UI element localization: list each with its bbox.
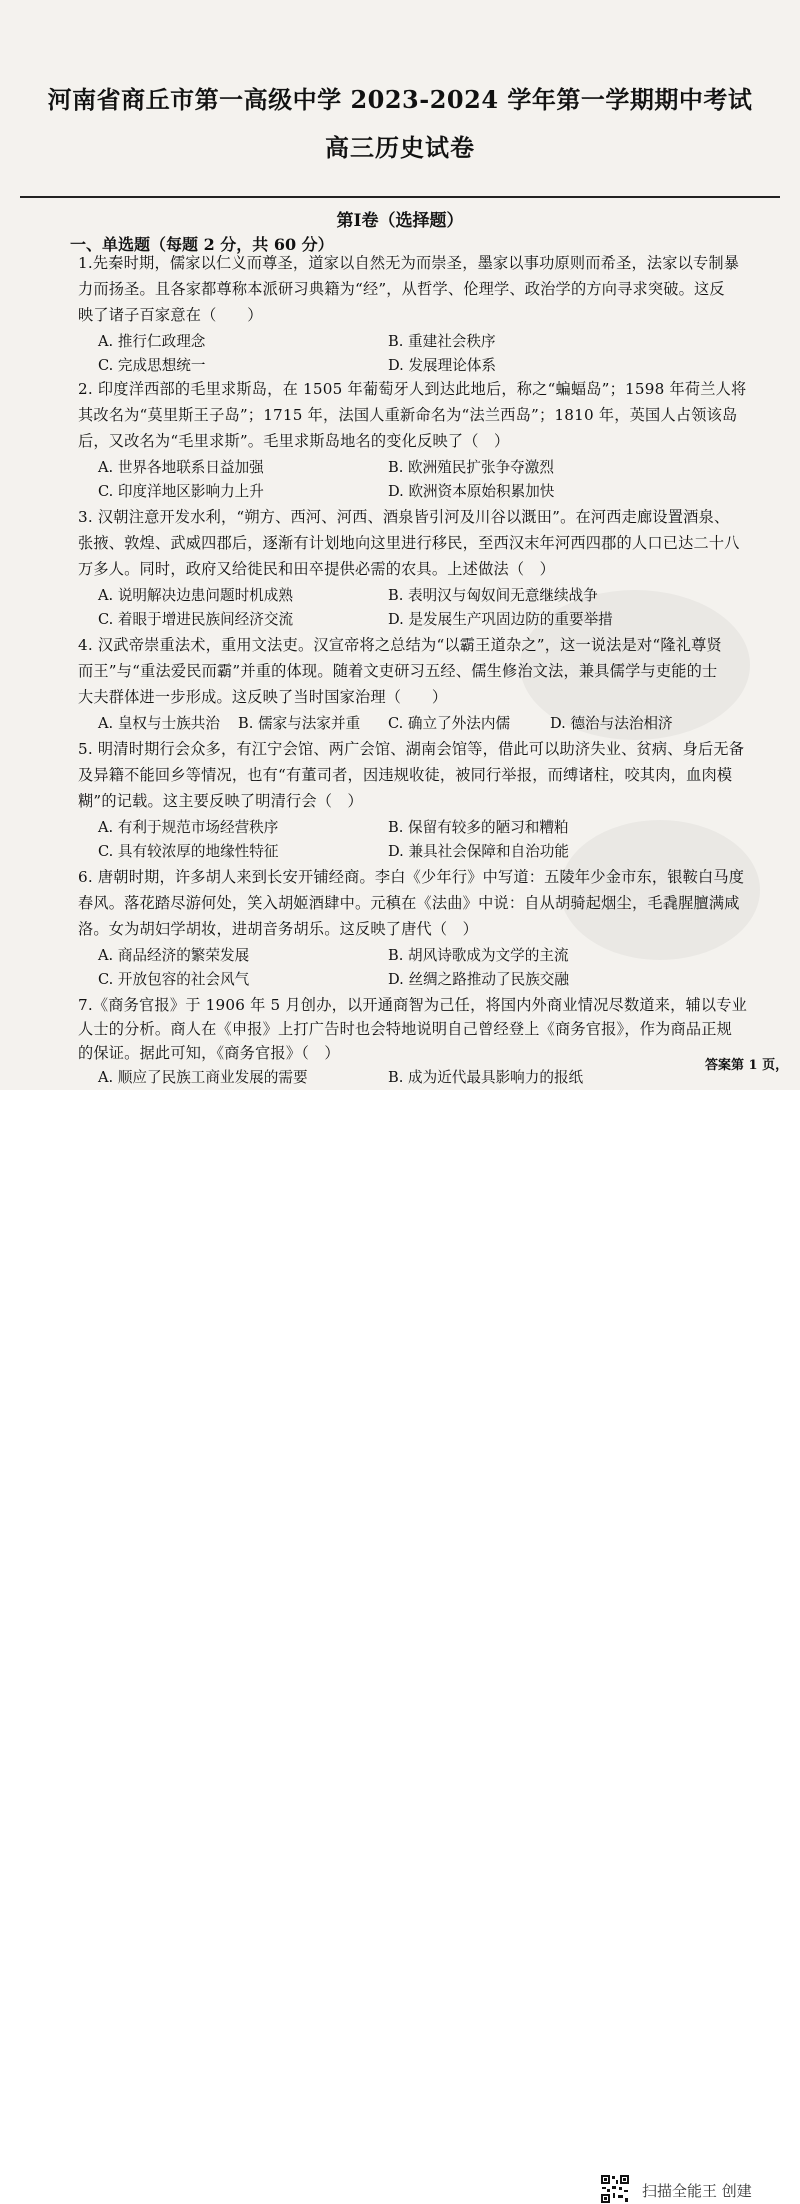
question-4-option-c: C. 确立了外法内儒: [388, 715, 511, 732]
question-3-option-c: C. 着眼于增进民族间经济交流: [98, 611, 294, 628]
question-5-line: 5. 明清时期行会众多，有江宁会馆、两广会馆、湖南会馆等，借此可以助济失业、贫病、身后无备: [78, 740, 745, 758]
question-6-option-a: A. 商品经济的繁荣发展: [98, 947, 250, 964]
exam-subtitle: 高三历史试卷: [325, 133, 475, 162]
question-6-option-d: D. 丝绸之路推动了民族交融: [388, 971, 569, 988]
question-6-line: 洛。女为胡妇学胡妆，进胡音务胡乐。这反映了唐代（ ）: [78, 920, 479, 938]
question-1-line: 力而扬圣。且各家都尊称本派研习典籍为“经”，从哲学、伦理学、政治学的方向寻求突破。这反: [78, 280, 725, 298]
question-7-line: 的保证。据此可知，《商务官报》（ ）: [78, 1044, 340, 1062]
scan-smudge: [560, 820, 760, 960]
question-6-option-b: B. 胡风诗歌成为文学的主流: [388, 947, 569, 964]
qr-code-icon: [600, 2174, 630, 2204]
question-7-option-b: B. 成为近代最具影响力的报纸: [388, 1069, 584, 1086]
question-3-option-b: B. 表明汉与匈奴间无意继续战争: [388, 587, 598, 604]
question-2-option-b: B. 欧洲殖民扩张争夺激烈: [388, 459, 554, 476]
question-2-line: 其改名为“莫里斯王子岛”；1715 年，法国人重新命名为“法兰西岛”；1810 年，英国人占领该岛: [78, 406, 738, 424]
question-6-line: 春风。落花踏尽游何处，笑入胡姬酒肆中。元稹在《法曲》中说：自从胡骑起烟尘，毛毳腥膻满咸: [78, 894, 740, 912]
question-1-option-d: D. 发展理论体系: [388, 357, 497, 374]
page-number-tag: 答案第 1 页，: [705, 1058, 789, 1073]
question-2-option-a: A. 世界各地联系日益加强: [98, 459, 264, 476]
question-4-option-a: A. 皇权与士族共治: [98, 715, 220, 732]
question-3-line: 万多人。同时，政府又给徙民和田卒提供必需的农具。上述做法（ ）: [78, 560, 556, 578]
question-5-option-b: B. 保留有较多的陋习和糟粕: [388, 819, 569, 836]
question-3-option-d: D. 是发展生产巩固边防的重要举措: [388, 611, 613, 628]
question-1-option-b: B. 重建社会秩序: [388, 333, 496, 350]
question-2-line: 2. 印度洋西部的毛里求斯岛，在 1505 年葡萄牙人到达此地后，称之“蝙蝠岛”；1598 年荷兰人将: [78, 380, 747, 398]
section-heading: 一、单选题（每题 2 分，共 60 分）: [70, 235, 334, 254]
question-2-option-d: D. 欧洲资本原始积累加快: [388, 483, 555, 500]
question-4-line: 而王”与“重法爱民而霸”并重的体现。随着文吏研习五经、儒生修治文法，兼具儒学与吏能的士: [78, 662, 718, 680]
question-1-option-c: C. 完成思想统一: [98, 357, 206, 374]
question-6-line: 6. 唐朝时期，许多胡人来到长安开铺经商。李白《少年行》中写道：五陵年少金市东，银鞍白马度: [78, 868, 745, 886]
question-6-option-c: C. 开放包容的社会风气: [98, 971, 250, 988]
scanner-brand-label: 扫描全能王 创建: [642, 2182, 752, 2200]
question-5-option-a: A. 有利于规范市场经营秩序: [98, 819, 279, 836]
question-7-line: 人士的分析。商人在《申报》上打广告时也会特地说明自己曾经登上《商务官报》，作为商品正规: [78, 1020, 733, 1038]
question-3-line: 张掖、敦煌、武威四郡后，逐渐有计划地向这里进行移民，至西汉末年河西四郡的人口已达二十八: [78, 534, 740, 552]
exam-page: [0, 0, 800, 1090]
question-5-option-d: D. 兼具社会保障和自治功能: [388, 843, 569, 860]
part-heading: 第Ⅰ卷（选择题）: [336, 211, 464, 231]
question-7-option-a: A. 顺应了民族工商业发展的需要: [98, 1069, 308, 1086]
question-3-option-a: A. 说明解决边患问题时机成熟: [98, 587, 293, 604]
question-5-line: 糊”的记载。这主要反映了明清行会（ ）: [78, 792, 363, 810]
question-4-option-d: D. 德治与法治相济: [550, 715, 673, 732]
question-2-option-c: C. 印度洋地区影响力上升: [98, 483, 264, 500]
question-4-line: 大夫群体进一步形成。这反映了当时国家治理（ ）: [78, 688, 448, 706]
header-divider: [20, 196, 780, 198]
question-3-line: 3. 汉朝注意开发水利，“朔方、西河、河西、酒泉皆引河及川谷以溉田”。在河西走廊设置酒泉、: [78, 508, 730, 526]
question-7-line: 7.《商务官报》于 1906 年 5 月创办，以开通商智为己任，将国内外商业情况尽数道来，辅以专业: [78, 996, 748, 1014]
question-5-option-c: C. 具有较浓厚的地缘性特征: [98, 843, 279, 860]
question-1-line: 1.先秦时期，儒家以仁义而尊圣，道家以自然无为而崇圣，墨家以事功原则而希圣，法家以专制暴: [78, 254, 740, 272]
question-1-line: 映了诸子百家意在（ ）: [78, 306, 263, 324]
question-4-line: 4. 汉武帝崇重法术，重用文法吏。汉宣帝将之总结为“以霸王道杂之”，这一说法是对“隆礼尊贤: [78, 636, 722, 654]
scanner-footer: [0, 1090, 800, 2200]
question-4-option-b: B. 儒家与法家并重: [238, 715, 361, 732]
question-2-line: 后，又改名为“毛里求斯”。毛里求斯岛地名的变化反映了（ ）: [78, 432, 510, 450]
exam-title: 河南省商丘市第一高级中学 2023-2024 学年第一学期期中考试: [47, 85, 753, 114]
question-1-option-a: A. 推行仁政理念: [98, 333, 206, 350]
question-5-line: 及异籍不能回乡等情况，也有“有董司者，因违规收徒，被同行举报，而缚诸柱，咬其肉，血肉模: [78, 766, 733, 784]
